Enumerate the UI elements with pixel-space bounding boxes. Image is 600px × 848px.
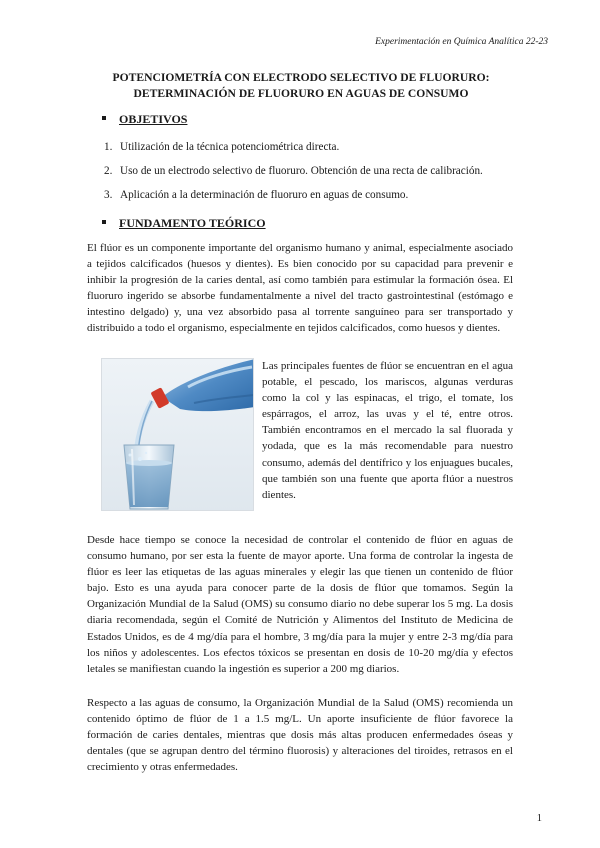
objective-item-3: 3. Aplicación a la determinación de fluoruro en aguas de consumo. <box>104 189 409 201</box>
theory-paragraph-4: Respecto a las aguas de consumo, la Organización Mundial de la Salud (OMS) recomienda un contenido óptimo de flúor de 1 a 1.5 mg/L. Un aporte insuficiente de flúor favorece la formación de caries dentales, mientras que dosis más altas producen enfermedades óseas y dentales (que se agrupan dentro del término fluorosis) y alteraciones del tiroides, retrasos en el crecimiento y otras enfermedades. <box>87 697 513 774</box>
title-line-1: POTENCIOMETRÍA CON ELECTRODO SELECTIVO DE FLUORURO: <box>112 71 490 84</box>
title-line-2: DETERMINACIÓN DE FLUORURO EN AGUAS DE CONSUMO <box>133 87 469 100</box>
theory-heading: FUNDAMENTO TEÓRICO <box>102 216 266 231</box>
objective-item-2: 2. Uso de un electrodo selectivo de fluoruro. Obtención de una recta de calibración. <box>104 165 483 177</box>
document-title <box>70 70 532 102</box>
running-header: Experimentación en Química Analítica 22-23 <box>375 37 548 47</box>
water-pouring-photo <box>101 358 254 511</box>
objective-item-1: 1. Utilización de la técnica potenciométrica directa. <box>104 141 340 153</box>
theory-paragraph-3: Desde hace tiempo se conoce la necesidad de controlar el contenido de flúor en aguas de consumo humano, por ser esta la fuente de mayor aporte. Una forma de controlar la ingesta de flúor es leer las etiquetas de las aguas minerales y elegir las que tienen un contenido de flúor bajo. Esto es una ayuda para conocer parte de la dosis de flúor que tomamos. Según la Organización Mundial de la Salud (OMS) su consumo diario no debe superar los 5 mg. La dosis diaria recomendada, según el Comité de Nutrición y Alimentos del Instituto de Medicina de Estados Unidos, es de 4 mg/día para el hombre, 3 mg/día para la mujer y entre 2-3 mg/día para los niños y adolescentes. Los efectos tóxicos se presentan en dosis de 10-20 mg/día y efectos letales se manifiestan cuando la ingestión es superior a 200 mg diarios. <box>87 534 513 675</box>
square-bullet-icon <box>102 116 106 120</box>
theory-paragraph-1: El flúor es un componente importante del organismo humano y animal, especialmente asociado a tejidos calcificados (huesos y dientes). Es bien conocido por su capacidad para prevenir e inhibir la progresión de la caries dental, así como también para estimular la formación ósea. El fluoruro ingerido se absorbe fundamentalmente a nivel del tracto gastrointestinal (estómago e intestino delgado) y, una vez absorbido pasa al torrente sanguíneo para ser transportado y distribuido a todo el organismo, especialmente en tejidos calcificados, como huesos y dientes. <box>87 242 513 335</box>
theory-paragraph-2: Las principales fuentes de flúor se encuentran en el agua potable, el pescado, los mariscos, algunas verduras como la col y las espinacas, el trigo, el tomate, los espárragos, el arroz, las uvas y el té, entre otros. También encontramos en el mercado la sal fluorada y yodada, que es la más recomendable para nuestro consumo, además del dentífrico y los enjuagues bucales, que también son una fuente que aporta flúor a nuestros dientes. <box>262 360 513 501</box>
objectives-heading: OBJETIVOS <box>102 112 187 127</box>
page-number: 1 <box>536 813 542 824</box>
square-bullet-icon <box>102 220 106 224</box>
